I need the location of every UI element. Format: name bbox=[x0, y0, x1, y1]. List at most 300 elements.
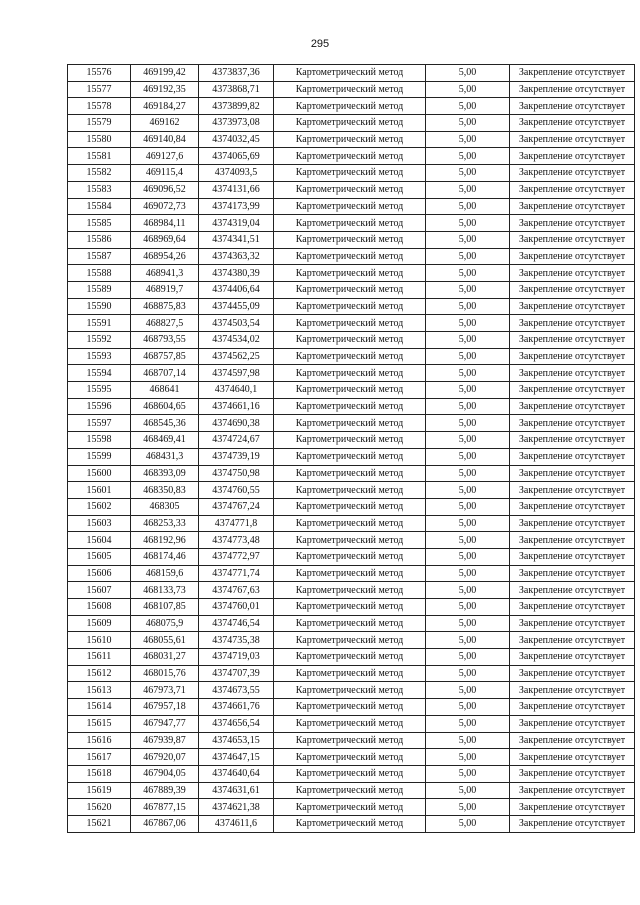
point-id-cell: 15615 bbox=[68, 715, 131, 732]
y-coordinate-cell: 4374656,54 bbox=[199, 715, 274, 732]
table-row bbox=[68, 231, 635, 248]
fixation-cell: Закрепление отсутствует bbox=[510, 65, 635, 82]
fixation-cell: Закрепление отсутствует bbox=[510, 165, 635, 182]
table-row bbox=[68, 498, 635, 515]
method-cell: Картометрический метод bbox=[274, 131, 426, 148]
coordinates-table bbox=[67, 64, 635, 833]
y-coordinate-cell: 4374406,64 bbox=[199, 281, 274, 298]
y-coordinate-cell: 4374661,76 bbox=[199, 699, 274, 716]
table-row bbox=[68, 131, 635, 148]
fixation-cell: Закрепление отсутствует bbox=[510, 148, 635, 165]
table-row bbox=[68, 649, 635, 666]
method-cell: Картометрический метод bbox=[274, 398, 426, 415]
fixation-cell: Закрепление отсутствует bbox=[510, 432, 635, 449]
point-id-cell: 15588 bbox=[68, 265, 131, 282]
accuracy-cell: 5,00 bbox=[426, 115, 510, 132]
y-coordinate-cell: 4374739,19 bbox=[199, 448, 274, 465]
x-coordinate-cell: 468393,09 bbox=[131, 465, 199, 482]
accuracy-cell: 5,00 bbox=[426, 181, 510, 198]
point-id-cell: 15600 bbox=[68, 465, 131, 482]
table-row bbox=[68, 482, 635, 499]
table-row bbox=[68, 582, 635, 599]
accuracy-cell: 5,00 bbox=[426, 315, 510, 332]
x-coordinate-cell: 467957,18 bbox=[131, 699, 199, 716]
x-coordinate-cell: 468875,83 bbox=[131, 298, 199, 315]
x-coordinate-cell: 468969,64 bbox=[131, 231, 199, 248]
fixation-cell: Закрепление отсутствует bbox=[510, 799, 635, 816]
accuracy-cell: 5,00 bbox=[426, 482, 510, 499]
table-row bbox=[68, 699, 635, 716]
x-coordinate-cell: 469127,6 bbox=[131, 148, 199, 165]
accuracy-cell: 5,00 bbox=[426, 148, 510, 165]
fixation-cell: Закрепление отсутствует bbox=[510, 265, 635, 282]
table-row bbox=[68, 65, 635, 82]
y-coordinate-cell: 4374771,74 bbox=[199, 565, 274, 582]
fixation-cell: Закрепление отсутствует bbox=[510, 765, 635, 782]
method-cell: Картометрический метод bbox=[274, 732, 426, 749]
fixation-cell: Закрепление отсутствует bbox=[510, 665, 635, 682]
accuracy-cell: 5,00 bbox=[426, 265, 510, 282]
accuracy-cell: 5,00 bbox=[426, 749, 510, 766]
point-id-cell: 15592 bbox=[68, 332, 131, 349]
y-coordinate-cell: 4374724,67 bbox=[199, 432, 274, 449]
fixation-cell: Закрепление отсутствует bbox=[510, 98, 635, 115]
fixation-cell: Закрепление отсутствует bbox=[510, 315, 635, 332]
point-id-cell: 15616 bbox=[68, 732, 131, 749]
x-coordinate-cell: 467973,71 bbox=[131, 682, 199, 699]
method-cell: Картометрический метод bbox=[274, 799, 426, 816]
point-id-cell: 15621 bbox=[68, 815, 131, 832]
table-row bbox=[68, 248, 635, 265]
point-id-cell: 15613 bbox=[68, 682, 131, 699]
y-coordinate-cell: 4374380,39 bbox=[199, 265, 274, 282]
point-id-cell: 15583 bbox=[68, 181, 131, 198]
accuracy-cell: 5,00 bbox=[426, 465, 510, 482]
point-id-cell: 15582 bbox=[68, 165, 131, 182]
fixation-cell: Закрепление отсутствует bbox=[510, 298, 635, 315]
table-row bbox=[68, 382, 635, 399]
method-cell: Картометрический метод bbox=[274, 582, 426, 599]
method-cell: Картометрический метод bbox=[274, 415, 426, 432]
y-coordinate-cell: 4374707,39 bbox=[199, 665, 274, 682]
table-row bbox=[68, 432, 635, 449]
x-coordinate-cell: 468793,55 bbox=[131, 332, 199, 349]
y-coordinate-cell: 4374735,38 bbox=[199, 632, 274, 649]
y-coordinate-cell: 4374363,32 bbox=[199, 248, 274, 265]
y-coordinate-cell: 4374621,38 bbox=[199, 799, 274, 816]
fixation-cell: Закрепление отсутствует bbox=[510, 582, 635, 599]
table-row bbox=[68, 815, 635, 832]
point-id-cell: 15608 bbox=[68, 599, 131, 616]
accuracy-cell: 5,00 bbox=[426, 649, 510, 666]
method-cell: Картометрический метод bbox=[274, 765, 426, 782]
y-coordinate-cell: 4374647,15 bbox=[199, 749, 274, 766]
x-coordinate-cell: 467877,15 bbox=[131, 799, 199, 816]
accuracy-cell: 5,00 bbox=[426, 365, 510, 382]
x-coordinate-cell: 468031,27 bbox=[131, 649, 199, 666]
point-id-cell: 15614 bbox=[68, 699, 131, 716]
point-id-cell: 15584 bbox=[68, 198, 131, 215]
point-id-cell: 15610 bbox=[68, 632, 131, 649]
fixation-cell: Закрепление отсутствует bbox=[510, 615, 635, 632]
y-coordinate-cell: 4373837,36 bbox=[199, 65, 274, 82]
method-cell: Картометрический метод bbox=[274, 749, 426, 766]
method-cell: Картометрический метод bbox=[274, 165, 426, 182]
y-coordinate-cell: 4374640,1 bbox=[199, 382, 274, 399]
table-row bbox=[68, 348, 635, 365]
fixation-cell: Закрепление отсутствует bbox=[510, 365, 635, 382]
x-coordinate-cell: 468133,73 bbox=[131, 582, 199, 599]
y-coordinate-cell: 4374773,48 bbox=[199, 532, 274, 549]
x-coordinate-cell: 468641 bbox=[131, 382, 199, 399]
accuracy-cell: 5,00 bbox=[426, 281, 510, 298]
method-cell: Картометрический метод bbox=[274, 198, 426, 215]
x-coordinate-cell: 467889,39 bbox=[131, 782, 199, 799]
y-coordinate-cell: 4374611,6 bbox=[199, 815, 274, 832]
fixation-cell: Закрепление отсутствует bbox=[510, 749, 635, 766]
point-id-cell: 15594 bbox=[68, 365, 131, 382]
method-cell: Картометрический метод bbox=[274, 348, 426, 365]
accuracy-cell: 5,00 bbox=[426, 131, 510, 148]
x-coordinate-cell: 468757,85 bbox=[131, 348, 199, 365]
accuracy-cell: 5,00 bbox=[426, 615, 510, 632]
x-coordinate-cell: 467904,05 bbox=[131, 765, 199, 782]
accuracy-cell: 5,00 bbox=[426, 398, 510, 415]
x-coordinate-cell: 468075,9 bbox=[131, 615, 199, 632]
page-number: 295 bbox=[310, 38, 330, 50]
table-row bbox=[68, 532, 635, 549]
table-row bbox=[68, 165, 635, 182]
table-row bbox=[68, 732, 635, 749]
method-cell: Картометрический метод bbox=[274, 432, 426, 449]
point-id-cell: 15606 bbox=[68, 565, 131, 582]
point-id-cell: 15609 bbox=[68, 615, 131, 632]
accuracy-cell: 5,00 bbox=[426, 198, 510, 215]
fixation-cell: Закрепление отсутствует bbox=[510, 565, 635, 582]
x-coordinate-cell: 468107,85 bbox=[131, 599, 199, 616]
fixation-cell: Закрепление отсутствует bbox=[510, 465, 635, 482]
method-cell: Картометрический метод bbox=[274, 148, 426, 165]
point-id-cell: 15611 bbox=[68, 649, 131, 666]
fixation-cell: Закрепление отсутствует bbox=[510, 281, 635, 298]
x-coordinate-cell: 469199,42 bbox=[131, 65, 199, 82]
fixation-cell: Закрепление отсутствует bbox=[510, 181, 635, 198]
point-id-cell: 15596 bbox=[68, 398, 131, 415]
accuracy-cell: 5,00 bbox=[426, 548, 510, 565]
method-cell: Картометрический метод bbox=[274, 699, 426, 716]
method-cell: Картометрический метод bbox=[274, 248, 426, 265]
method-cell: Картометрический метод bbox=[274, 665, 426, 682]
fixation-cell: Закрепление отсутствует bbox=[510, 715, 635, 732]
fixation-cell: Закрепление отсутствует bbox=[510, 215, 635, 232]
x-coordinate-cell: 469162 bbox=[131, 115, 199, 132]
point-id-cell: 15593 bbox=[68, 348, 131, 365]
method-cell: Картометрический метод bbox=[274, 332, 426, 349]
table-row bbox=[68, 332, 635, 349]
point-id-cell: 15580 bbox=[68, 131, 131, 148]
table-row bbox=[68, 281, 635, 298]
accuracy-cell: 5,00 bbox=[426, 782, 510, 799]
table-row bbox=[68, 81, 635, 98]
table-row bbox=[68, 265, 635, 282]
accuracy-cell: 5,00 bbox=[426, 599, 510, 616]
method-cell: Картометрический метод bbox=[274, 382, 426, 399]
point-id-cell: 15604 bbox=[68, 532, 131, 549]
y-coordinate-cell: 4374341,51 bbox=[199, 231, 274, 248]
x-coordinate-cell: 468055,61 bbox=[131, 632, 199, 649]
x-coordinate-cell: 468015,76 bbox=[131, 665, 199, 682]
table-row bbox=[68, 548, 635, 565]
table-row bbox=[68, 765, 635, 782]
x-coordinate-cell: 468827,5 bbox=[131, 315, 199, 332]
method-cell: Картометрический метод bbox=[274, 715, 426, 732]
point-id-cell: 15602 bbox=[68, 498, 131, 515]
fixation-cell: Закрепление отсутствует bbox=[510, 599, 635, 616]
fixation-cell: Закрепление отсутствует bbox=[510, 115, 635, 132]
method-cell: Картометрический метод bbox=[274, 98, 426, 115]
point-id-cell: 15590 bbox=[68, 298, 131, 315]
x-coordinate-cell: 468707,14 bbox=[131, 365, 199, 382]
method-cell: Картометрический метод bbox=[274, 615, 426, 632]
method-cell: Картометрический метод bbox=[274, 81, 426, 98]
accuracy-cell: 5,00 bbox=[426, 565, 510, 582]
fixation-cell: Закрепление отсутствует bbox=[510, 732, 635, 749]
fixation-cell: Закрепление отсутствует bbox=[510, 382, 635, 399]
accuracy-cell: 5,00 bbox=[426, 532, 510, 549]
accuracy-cell: 5,00 bbox=[426, 699, 510, 716]
accuracy-cell: 5,00 bbox=[426, 765, 510, 782]
x-coordinate-cell: 469072,73 bbox=[131, 198, 199, 215]
method-cell: Картометрический метод bbox=[274, 532, 426, 549]
fixation-cell: Закрепление отсутствует bbox=[510, 248, 635, 265]
point-id-cell: 15595 bbox=[68, 382, 131, 399]
method-cell: Картометрический метод bbox=[274, 215, 426, 232]
method-cell: Картометрический метод bbox=[274, 649, 426, 666]
fixation-cell: Закрепление отсутствует bbox=[510, 548, 635, 565]
y-coordinate-cell: 4374772,97 bbox=[199, 548, 274, 565]
table-row bbox=[68, 782, 635, 799]
y-coordinate-cell: 4374760,01 bbox=[199, 599, 274, 616]
table-row bbox=[68, 315, 635, 332]
point-id-cell: 15587 bbox=[68, 248, 131, 265]
x-coordinate-cell: 469184,27 bbox=[131, 98, 199, 115]
table-row bbox=[68, 799, 635, 816]
x-coordinate-cell: 468919,7 bbox=[131, 281, 199, 298]
x-coordinate-cell: 467920,07 bbox=[131, 749, 199, 766]
x-coordinate-cell: 469096,52 bbox=[131, 181, 199, 198]
method-cell: Картометрический метод bbox=[274, 448, 426, 465]
accuracy-cell: 5,00 bbox=[426, 382, 510, 399]
x-coordinate-cell: 468253,33 bbox=[131, 515, 199, 532]
method-cell: Картометрический метод bbox=[274, 815, 426, 832]
accuracy-cell: 5,00 bbox=[426, 498, 510, 515]
point-id-cell: 15605 bbox=[68, 548, 131, 565]
x-coordinate-cell: 468431,3 bbox=[131, 448, 199, 465]
method-cell: Картометрический метод bbox=[274, 632, 426, 649]
y-coordinate-cell: 4374173,99 bbox=[199, 198, 274, 215]
point-id-cell: 15576 bbox=[68, 65, 131, 82]
point-id-cell: 15577 bbox=[68, 81, 131, 98]
y-coordinate-cell: 4374065,69 bbox=[199, 148, 274, 165]
fixation-cell: Закрепление отсутствует bbox=[510, 515, 635, 532]
x-coordinate-cell: 467947,77 bbox=[131, 715, 199, 732]
method-cell: Картометрический метод bbox=[274, 265, 426, 282]
accuracy-cell: 5,00 bbox=[426, 432, 510, 449]
coordinates-table-body bbox=[68, 65, 635, 833]
point-id-cell: 15598 bbox=[68, 432, 131, 449]
x-coordinate-cell: 469192,35 bbox=[131, 81, 199, 98]
point-id-cell: 15612 bbox=[68, 665, 131, 682]
x-coordinate-cell: 468192,96 bbox=[131, 532, 199, 549]
method-cell: Картометрический метод bbox=[274, 548, 426, 565]
table-row bbox=[68, 615, 635, 632]
table-row bbox=[68, 565, 635, 582]
y-coordinate-cell: 4374690,38 bbox=[199, 415, 274, 432]
y-coordinate-cell: 4374631,61 bbox=[199, 782, 274, 799]
point-id-cell: 15618 bbox=[68, 765, 131, 782]
x-coordinate-cell: 468159,6 bbox=[131, 565, 199, 582]
point-id-cell: 15586 bbox=[68, 231, 131, 248]
table-row bbox=[68, 148, 635, 165]
y-coordinate-cell: 4374597,98 bbox=[199, 365, 274, 382]
point-id-cell: 15578 bbox=[68, 98, 131, 115]
x-coordinate-cell: 468984,11 bbox=[131, 215, 199, 232]
accuracy-cell: 5,00 bbox=[426, 298, 510, 315]
y-coordinate-cell: 4374640,64 bbox=[199, 765, 274, 782]
y-coordinate-cell: 4374455,09 bbox=[199, 298, 274, 315]
fixation-cell: Закрепление отсутствует bbox=[510, 682, 635, 699]
table-row bbox=[68, 115, 635, 132]
accuracy-cell: 5,00 bbox=[426, 582, 510, 599]
accuracy-cell: 5,00 bbox=[426, 231, 510, 248]
x-coordinate-cell: 468604,65 bbox=[131, 398, 199, 415]
fixation-cell: Закрепление отсутствует bbox=[510, 332, 635, 349]
accuracy-cell: 5,00 bbox=[426, 682, 510, 699]
accuracy-cell: 5,00 bbox=[426, 448, 510, 465]
method-cell: Картометрический метод bbox=[274, 498, 426, 515]
y-coordinate-cell: 4374653,15 bbox=[199, 732, 274, 749]
accuracy-cell: 5,00 bbox=[426, 165, 510, 182]
table-row bbox=[68, 715, 635, 732]
fixation-cell: Закрепление отсутствует bbox=[510, 699, 635, 716]
accuracy-cell: 5,00 bbox=[426, 215, 510, 232]
method-cell: Картометрический метод bbox=[274, 298, 426, 315]
y-coordinate-cell: 4374319,04 bbox=[199, 215, 274, 232]
y-coordinate-cell: 4374767,24 bbox=[199, 498, 274, 515]
fixation-cell: Закрепление отсутствует bbox=[510, 498, 635, 515]
x-coordinate-cell: 468545,36 bbox=[131, 415, 199, 432]
x-coordinate-cell: 469140,84 bbox=[131, 131, 199, 148]
point-id-cell: 15620 bbox=[68, 799, 131, 816]
y-coordinate-cell: 4374562,25 bbox=[199, 348, 274, 365]
point-id-cell: 15607 bbox=[68, 582, 131, 599]
y-coordinate-cell: 4374032,45 bbox=[199, 131, 274, 148]
method-cell: Картометрический метод bbox=[274, 365, 426, 382]
table-row bbox=[68, 465, 635, 482]
x-coordinate-cell: 467939,87 bbox=[131, 732, 199, 749]
fixation-cell: Закрепление отсутствует bbox=[510, 782, 635, 799]
fixation-cell: Закрепление отсутствует bbox=[510, 398, 635, 415]
method-cell: Картометрический метод bbox=[274, 515, 426, 532]
y-coordinate-cell: 4374131,66 bbox=[199, 181, 274, 198]
x-coordinate-cell: 468941,3 bbox=[131, 265, 199, 282]
accuracy-cell: 5,00 bbox=[426, 348, 510, 365]
fixation-cell: Закрепление отсутствует bbox=[510, 448, 635, 465]
accuracy-cell: 5,00 bbox=[426, 815, 510, 832]
x-coordinate-cell: 467867,06 bbox=[131, 815, 199, 832]
y-coordinate-cell: 4374093,5 bbox=[199, 165, 274, 182]
method-cell: Картометрический метод bbox=[274, 231, 426, 248]
accuracy-cell: 5,00 bbox=[426, 332, 510, 349]
method-cell: Картометрический метод bbox=[274, 115, 426, 132]
accuracy-cell: 5,00 bbox=[426, 81, 510, 98]
fixation-cell: Закрепление отсутствует bbox=[510, 131, 635, 148]
point-id-cell: 15597 bbox=[68, 415, 131, 432]
method-cell: Картометрический метод bbox=[274, 599, 426, 616]
method-cell: Картометрический метод bbox=[274, 565, 426, 582]
point-id-cell: 15619 bbox=[68, 782, 131, 799]
accuracy-cell: 5,00 bbox=[426, 732, 510, 749]
method-cell: Картометрический метод bbox=[274, 682, 426, 699]
fixation-cell: Закрепление отсутствует bbox=[510, 632, 635, 649]
fixation-cell: Закрепление отсутствует bbox=[510, 482, 635, 499]
x-coordinate-cell: 469115,4 bbox=[131, 165, 199, 182]
fixation-cell: Закрепление отсутствует bbox=[510, 649, 635, 666]
fixation-cell: Закрепление отсутствует bbox=[510, 81, 635, 98]
table-row bbox=[68, 665, 635, 682]
method-cell: Картометрический метод bbox=[274, 782, 426, 799]
point-id-cell: 15591 bbox=[68, 315, 131, 332]
y-coordinate-cell: 4374534,02 bbox=[199, 332, 274, 349]
accuracy-cell: 5,00 bbox=[426, 715, 510, 732]
table-row bbox=[68, 515, 635, 532]
accuracy-cell: 5,00 bbox=[426, 665, 510, 682]
table-row bbox=[68, 599, 635, 616]
table-row bbox=[68, 415, 635, 432]
method-cell: Картометрический метод bbox=[274, 315, 426, 332]
fixation-cell: Закрепление отсутствует bbox=[510, 415, 635, 432]
table-row bbox=[68, 682, 635, 699]
accuracy-cell: 5,00 bbox=[426, 98, 510, 115]
table-row bbox=[68, 98, 635, 115]
x-coordinate-cell: 468469,41 bbox=[131, 432, 199, 449]
fixation-cell: Закрепление отсутствует bbox=[510, 348, 635, 365]
x-coordinate-cell: 468305 bbox=[131, 498, 199, 515]
accuracy-cell: 5,00 bbox=[426, 515, 510, 532]
y-coordinate-cell: 4373973,08 bbox=[199, 115, 274, 132]
table-row bbox=[68, 181, 635, 198]
y-coordinate-cell: 4374673,55 bbox=[199, 682, 274, 699]
point-id-cell: 15601 bbox=[68, 482, 131, 499]
accuracy-cell: 5,00 bbox=[426, 248, 510, 265]
table-row bbox=[68, 365, 635, 382]
point-id-cell: 15599 bbox=[68, 448, 131, 465]
fixation-cell: Закрепление отсутствует bbox=[510, 815, 635, 832]
y-coordinate-cell: 4374771,8 bbox=[199, 515, 274, 532]
point-id-cell: 15603 bbox=[68, 515, 131, 532]
point-id-cell: 15581 bbox=[68, 148, 131, 165]
point-id-cell: 15579 bbox=[68, 115, 131, 132]
accuracy-cell: 5,00 bbox=[426, 799, 510, 816]
y-coordinate-cell: 4374746,54 bbox=[199, 615, 274, 632]
fixation-cell: Закрепление отсутствует bbox=[510, 198, 635, 215]
x-coordinate-cell: 468174,46 bbox=[131, 548, 199, 565]
fixation-cell: Закрепление отсутствует bbox=[510, 532, 635, 549]
y-coordinate-cell: 4374503,54 bbox=[199, 315, 274, 332]
x-coordinate-cell: 468350,83 bbox=[131, 482, 199, 499]
y-coordinate-cell: 4373899,82 bbox=[199, 98, 274, 115]
accuracy-cell: 5,00 bbox=[426, 65, 510, 82]
